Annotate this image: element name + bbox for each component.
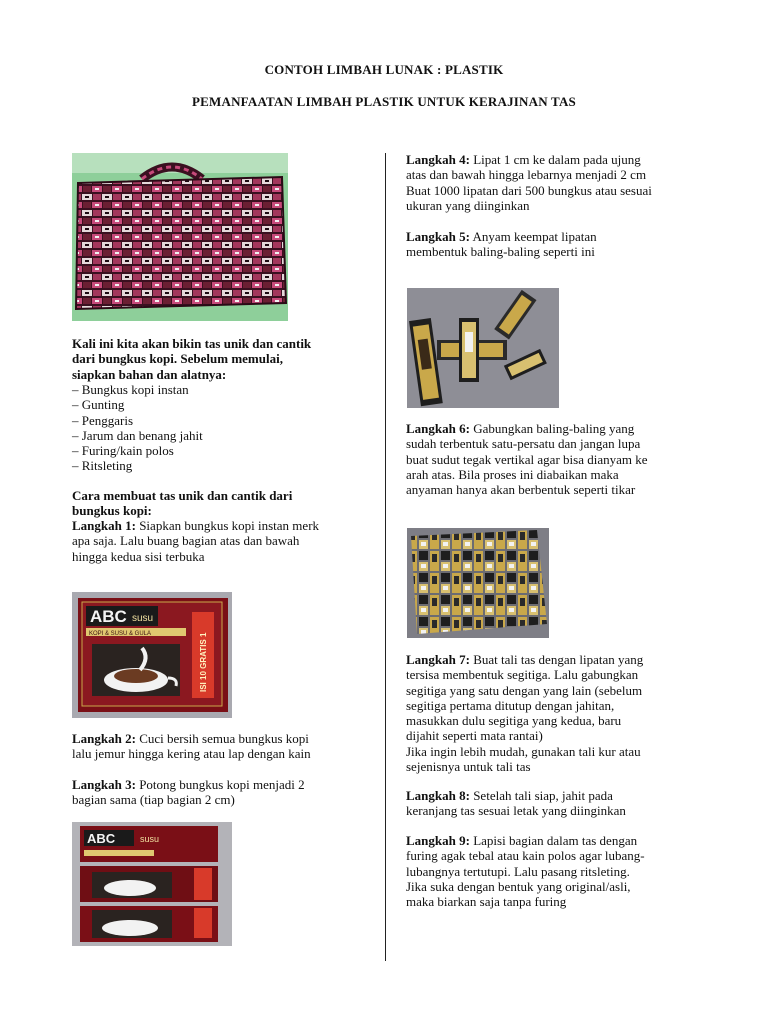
- step-label: Langkah 5:: [406, 229, 470, 244]
- intro-text: Kali ini kita akan bikin tas unik dan cantik dari bungkus kopi. Sebelum memulai, siapkan bahan dan alatnya:: [72, 336, 312, 382]
- strip-suffix-text: susu: [140, 834, 160, 844]
- materials-list: [72, 382, 203, 474]
- cut-strips-photo: [72, 822, 232, 946]
- list-item: – Gunting: [72, 397, 125, 413]
- document-subtitle: PEMANFAATAN LIMBAH PLASTIK UNTUK KERAJINAN TAS: [192, 94, 576, 109]
- step-label: Langkah 7:: [406, 652, 470, 667]
- list-item: – Ritsleting: [72, 458, 133, 474]
- woven-mat-photo: [407, 528, 549, 638]
- tagline-text: KOPI & SUSU & GULA: [89, 631, 152, 637]
- brand-text: ABC: [90, 607, 127, 626]
- coffee-sachet-photo: [72, 592, 232, 718]
- step-label: Langkah 1:: [72, 518, 136, 533]
- step-9: Langkah 9: Lapisi bagian dalam tas dengan furing agak tebal atau kain polos agar lubang- lubangnya tertutupi. Lalu pasang ritsleting. Jika suka dengan bentuk yang original/asli, maka biarkan saja tanpa furing: [406, 833, 645, 910]
- list-item: – Jarum dan benang jahit: [72, 427, 203, 443]
- step-4: Langkah 4: Lipat 1 cm ke dalam pada ujung atas dan bawah hingga lebarnya menjadi 2 cm Buat 1000 lipatan dari 500 bungkus atau sesuai ukuran yang diinginkan: [406, 152, 652, 213]
- step-label: Langkah 6:: [406, 421, 470, 436]
- step-5: Langkah 5: Anyam keempat lipatan membentuk baling-baling seperti ini: [406, 229, 597, 260]
- brand-suffix-text: susu: [132, 613, 154, 624]
- step-label: Langkah 4:: [406, 152, 470, 167]
- step-label: Langkah 2:: [72, 731, 136, 746]
- method-heading: Cara membuat tas unik dan cantik dari bungkus kopi:: [72, 488, 293, 519]
- list-item: – Furing/kain polos: [72, 443, 174, 459]
- step-3: Langkah 3: Potong bungkus kopi menjadi 2 bagian sama (tiap bagian 2 cm): [72, 777, 305, 808]
- step-6: Langkah 6: Gabungkan baling-baling yang sudah terbentuk satu-persatu dan jangan lupa buat sudut tegak vertikal agar bisa dianyam ke arah atas. Bila proses ini diabaikan maka anyaman hanya akan berbentuk seperti tikar: [406, 421, 648, 498]
- list-item: – Bungkus kopi instan: [72, 382, 189, 397]
- step-7: Langkah 7: Buat tali tas dengan lipatan yang tersisa membentuk segitiga. Lalu gabungkan segitiga yang satu dengan yang lain (sebelum segitiga pertama ditutup dengan jahitan, masukkan dulu segitiga yang kedua, baru dijahit seperti mata rantai) Jika ingin lebih mudah, gunakan tali kur atau sejenisnya untuk tali tas: [406, 652, 644, 775]
- bag-photo: [72, 153, 288, 321]
- step-2: Langkah 2: Cuci bersih semua bungkus kopi lalu jemur hingga kering atau lap dengan kain: [72, 731, 311, 762]
- promo-text: ISI 10 GRATIS 1: [199, 632, 208, 692]
- step-1: Langkah 1: Siapkan bungkus kopi instan merk apa saja. Lalu buang bagian atas dan bawah hingga kedua sisi terbuka: [72, 518, 320, 564]
- list-item: – Penggaris: [72, 412, 134, 428]
- step-label: Langkah 9:: [406, 833, 470, 848]
- strip-brand-text: ABC: [87, 831, 116, 846]
- step-8: Langkah 8: Setelah tali siap, jahit pada keranjang tas sesuai letak yang diinginkan: [406, 788, 626, 819]
- pinwheel-photo: [407, 288, 559, 408]
- step-label: Langkah 3:: [72, 777, 136, 792]
- column-divider: [385, 153, 386, 961]
- document-title: CONTOH LIMBAH LUNAK : PLASTIK: [264, 62, 504, 77]
- step-label: Langkah 8:: [406, 788, 470, 803]
